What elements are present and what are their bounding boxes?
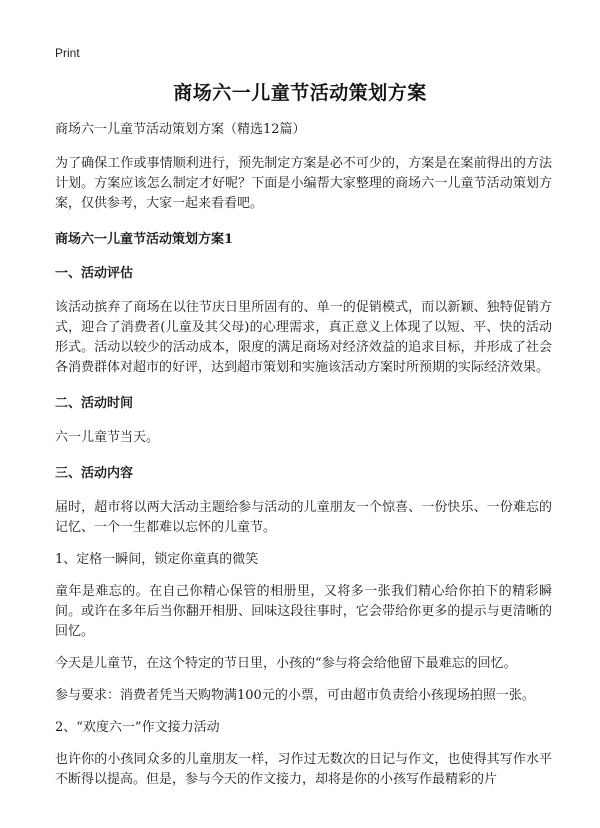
paragraph-activity-content: 届时，超市将以两大活动主题给参与活动的儿童朋友一个惊喜、一份快乐、一份难忘的记忆、一个一生都难以忘怀的儿童节。 <box>55 500 552 535</box>
item-1-paragraph-2: 今天是儿童节，在这个特定的节日里，小孩的“参与将会给他留下最难忘的回忆。 <box>55 656 517 671</box>
print-link[interactable]: Print <box>55 46 80 60</box>
item-2-paragraph-1: 也许你的小孩同众多的儿童朋友一样，习作过无数次的日记与作文，也使得其写作水平不断得以提高。但是，参与今天的作文接力，却将是你的小孩写作最精彩的片 <box>55 752 552 787</box>
item-1-paragraph-1: 童年是难忘的。在自己你精心保管的相册里，又将多一张我们精心给你拍下的精彩瞬间。或许在多年后当你翻开相册、回味这段往事时，它会带给你更多的提示与更清晰的回忆。 <box>55 584 552 639</box>
document-subtitle: 商场六一儿童节活动策划方案（精选12篇） <box>55 122 306 137</box>
section-heading: 商场六一儿童节活动策划方案1 <box>55 232 234 247</box>
intro-paragraph: 为了确保工作或事情顺利进行，预先制定方案是必不可少的，方案是在案前得出的方法计划。方案应该怎么制定才好呢？下面是小编帮大家整理的商场六一儿童节活动策划方案，仅供参考，大家一起来看看吧。 <box>55 156 552 211</box>
heading-activity-time: 二、活动时间 <box>55 396 134 411</box>
heading-activity-evaluation: 一、活动评估 <box>55 266 134 281</box>
paragraph-activity-evaluation: 该活动摈弃了商场在以往节庆日里所固有的、单一的促销模式，而以新颖、独特促销方式，迎合了消费者(儿童及其父母)的心理需求，真正意义上体现了以短、平、快的活动形式。活动以较少的活动成本，限度的满足商场对经济效益的追求目标，并形成了社会各消费群体对超市的好评，达到超市策划和实施该活动方案时所预期的实际经济效果。 <box>55 300 552 375</box>
item-2-title: 2、“欢度六一”作文接力活动 <box>55 720 220 735</box>
heading-activity-content: 三、活动内容 <box>55 466 134 481</box>
item-1-paragraph-3: 参与要求：消费者凭当天购物满100元的小票，可由超市负责给小孩现场拍照一张。 <box>55 688 535 703</box>
page-title: 商场六一儿童节活动策划方案 <box>173 82 427 104</box>
item-1-title: 1、定格一瞬间，锁定你童真的微笑 <box>55 552 259 567</box>
article-body <box>55 120 552 802</box>
paragraph-activity-time: 六一儿童节当天。 <box>55 430 160 445</box>
